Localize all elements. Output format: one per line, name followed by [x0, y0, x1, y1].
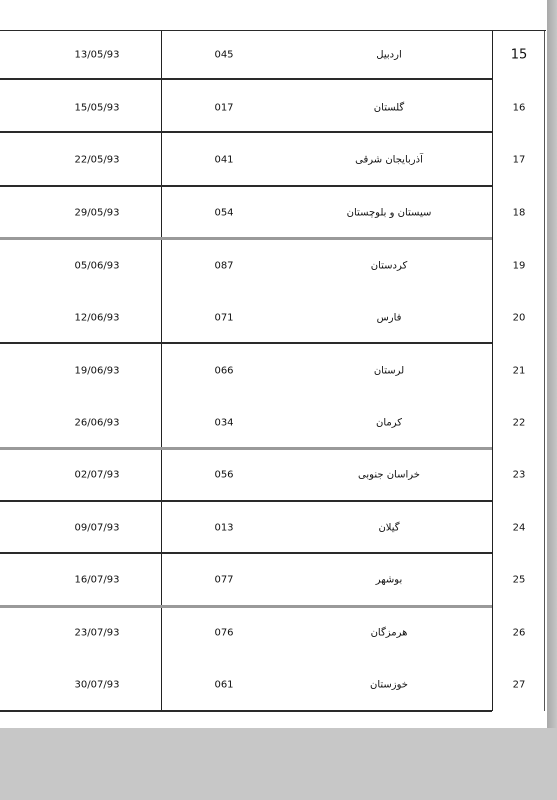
schedule-table	[0, 30, 546, 711]
province-name: خوزستان	[370, 679, 408, 691]
province-code: 056	[214, 469, 234, 481]
row-divider	[0, 710, 492, 712]
row-divider	[0, 342, 492, 344]
row-number: 27	[512, 679, 526, 691]
row-divider	[0, 131, 492, 133]
row-number: 25	[512, 574, 526, 586]
schedule-date: 15/05/93	[74, 102, 120, 114]
province-code: 034	[214, 417, 234, 429]
row-number: 15	[510, 47, 528, 63]
schedule-date: 09/07/93	[74, 522, 120, 534]
province-code: 076	[214, 627, 234, 639]
schedule-date: 22/05/93	[74, 154, 120, 166]
province-name: لرستان	[373, 365, 405, 377]
province-code: 061	[214, 679, 234, 691]
province-name: کرمان	[375, 417, 403, 429]
schedule-date: 30/07/93	[74, 679, 120, 691]
province-name: سیستان و بلوچستان	[346, 207, 432, 219]
province-name: هرمزگان	[370, 627, 408, 639]
province-code: 013	[214, 522, 234, 534]
province-code: 087	[214, 260, 234, 272]
province-name: بوشهر	[375, 574, 403, 586]
schedule-date: 19/06/93	[74, 365, 120, 377]
schedule-date: 02/07/93	[74, 469, 120, 481]
row-divider	[0, 500, 492, 502]
row-number: 24	[512, 522, 526, 534]
schedule-date: 26/06/93	[74, 417, 120, 429]
province-code: 077	[214, 574, 234, 586]
row-divider	[0, 552, 492, 554]
row-number: 26	[512, 627, 526, 639]
row-divider	[0, 237, 492, 240]
province-name: فارس	[376, 312, 402, 324]
province-code: 071	[214, 312, 234, 324]
row-divider	[0, 447, 492, 450]
table-right-edge	[544, 30, 545, 711]
column-divider	[492, 30, 493, 711]
province-name: اردبیل	[376, 49, 402, 61]
schedule-date: 16/07/93	[74, 574, 120, 586]
schedule-date: 12/06/93	[74, 312, 120, 324]
row-number: 23	[512, 469, 526, 481]
province-name: خراسان جنوبی	[358, 469, 420, 481]
row-number: 22	[512, 417, 526, 429]
schedule-date: 05/06/93	[74, 260, 120, 272]
row-number: 20	[512, 312, 526, 324]
table-top-border	[0, 30, 546, 31]
row-divider	[0, 605, 492, 608]
page-shadow	[547, 0, 557, 728]
row-number: 19	[512, 260, 526, 272]
row-divider	[0, 78, 492, 80]
row-divider	[0, 185, 492, 187]
province-code: 066	[214, 365, 234, 377]
province-name: کردستان	[370, 260, 408, 272]
row-number: 21	[512, 365, 526, 377]
province-code: 041	[214, 154, 234, 166]
row-number: 18	[512, 207, 526, 219]
province-code: 045	[214, 49, 234, 61]
schedule-date: 23/07/93	[74, 627, 120, 639]
schedule-date: 13/05/93	[74, 49, 120, 61]
province-name: آذربایجان شرقی	[355, 154, 423, 166]
province-name: گلستان	[373, 102, 405, 114]
row-number: 17	[512, 154, 526, 166]
province-code: 054	[214, 207, 234, 219]
row-number: 16	[512, 102, 526, 114]
province-code: 017	[214, 102, 234, 114]
province-name: گیلان	[378, 522, 400, 534]
schedule-date: 29/05/93	[74, 207, 120, 219]
